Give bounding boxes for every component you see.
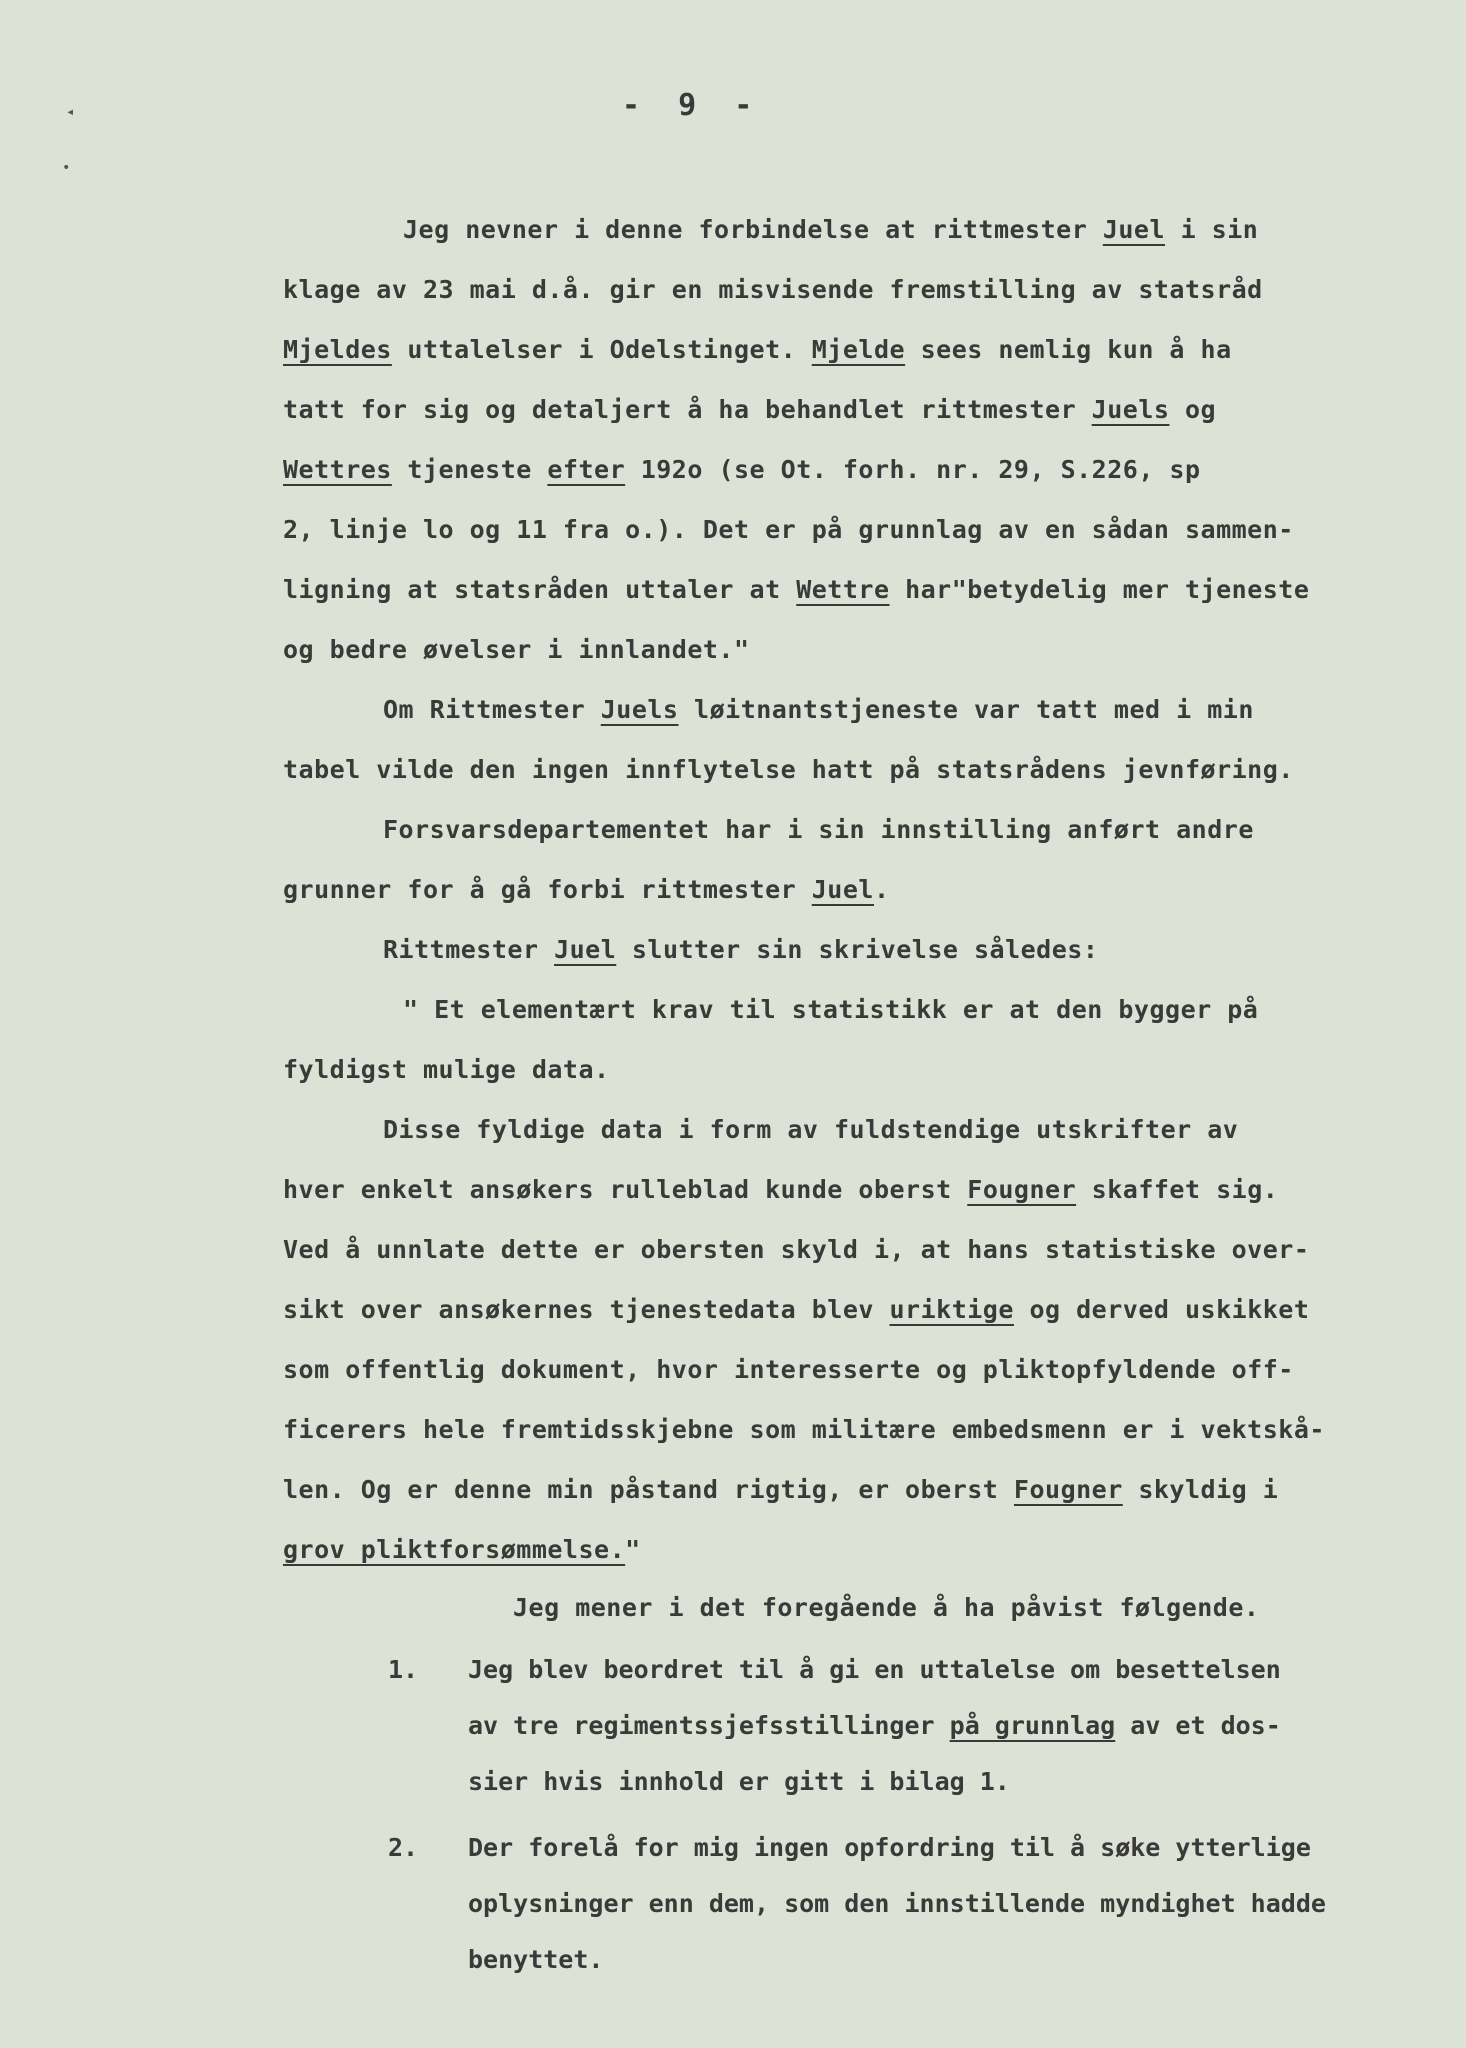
text-run: Der forelå for mig ingen opfordring til å søke ytterlige [468,1833,1311,1862]
text-run: Om Rittmester [383,695,601,724]
text-run: . [873,875,890,904]
text-line [468,1820,1403,1876]
text-run: Jeg mener i det foregående å ha påvist følgende. [513,1593,1260,1622]
text-run: sikt over ansøkernes tjenestedata blev [283,1295,890,1324]
underlined-name: Wettres [283,455,392,484]
text-line [468,1932,1403,1988]
text-run: 2, linje lo og 11 fra o.). Det er på grunnlag av en sådan sammen- [283,515,1294,544]
text-line [283,1460,1403,1520]
text-line [283,980,1403,1040]
text-line [283,1340,1403,1400]
item-body [468,1642,1403,1810]
margin-mark: • [62,160,71,176]
text-run: og derved uskikket [1013,1295,1310,1324]
text-run: tatt for sig og detaljert å ha behandlet rittmester [283,395,1092,424]
text-run: tjeneste [391,455,548,484]
text-line [468,1642,1403,1698]
text-run: skyldig i [1122,1475,1279,1504]
item-number: 1. [388,1655,419,1684]
margin-mark: ◂ [66,104,75,120]
text-line [283,800,1403,860]
underlined-name: Wettre [796,575,890,604]
text-run: Jeg blev beordret til å gi en uttalelse om besettelsen [468,1655,1281,1684]
paragraph [283,920,1403,1100]
text-run: oplysninger enn dem, som den innstillende myndighet hadde [468,1889,1326,1918]
document-body [283,200,1403,1988]
text-run: Rittmester [383,935,555,964]
text-run: tabel vilde den ingen innflytelse hatt på statsrådens jevnføring. [283,755,1294,784]
text-run: klage av 23 mai d.å. gir en misvisende fremstilling av statsråd [283,275,1263,304]
text-run: 192o (se Ot. forh. nr. 29, S.226, sp [625,455,1201,484]
numbered-item [388,1642,1403,1810]
paragraph [283,680,1403,800]
text-run: sees nemlig kun å ha [905,335,1232,364]
text-run: og bedre øvelser i innlandet." [283,635,750,664]
underlined-name: Fougner [1013,1475,1123,1504]
text-run: av et dos- [1115,1711,1281,1740]
text-run: uttalelser i Odelstinget. [391,335,812,364]
underlined-name: Juel [554,935,617,964]
text-line [283,560,1403,620]
text-run: har"betydelig mer tjeneste [889,575,1310,604]
text-line [283,1220,1403,1280]
underlined-name: på grunnlag [949,1711,1116,1740]
text-line [283,1280,1403,1340]
underlined-name: Juel [811,875,874,904]
underlined-name: Juels [1091,395,1170,424]
text-run: ligning at statsråden uttaler at [283,575,797,604]
text-run: Ved å unnlate dette er obersten skyld i, at hans statistiske over- [283,1235,1310,1264]
item-number: 2. [388,1833,419,1862]
text-line [283,260,1403,320]
text-run: Jeg nevner i denne forbindelse at rittmester [403,215,1103,244]
text-line [283,1100,1403,1160]
text-line [468,1876,1403,1932]
text-run: " [625,1535,641,1564]
underlined-name: Mjeldes [283,335,392,364]
text-line [468,1698,1403,1754]
paragraph [283,800,1403,920]
text-line [283,1520,1403,1580]
text-run: " Et elementært krav til statistikk er at den bygger på [403,995,1259,1024]
text-line [283,680,1403,740]
underlined-name: Fougner [967,1175,1077,1204]
text-run: skaffet sig. [1076,1175,1279,1204]
text-line [283,320,1403,380]
underlined-name: Juel [1102,215,1166,244]
paragraph [283,1580,1403,1636]
page-number: - 9 - [622,88,763,123]
text-run: av tre regimentssjefsstillinger [468,1711,950,1740]
text-run: hver enkelt ansøkers rulleblad kunde oberst [283,1175,968,1204]
item-body [468,1820,1403,1988]
underlined-name: grov pliktforsømmelse. [283,1535,626,1564]
text-line [283,380,1403,440]
paragraph [283,200,1403,680]
text-line [468,1754,1403,1810]
text-run: i sin [1165,215,1259,244]
text-run: benyttet. [468,1945,604,1974]
text-line [283,200,1403,260]
underlined-name: Juels [600,695,679,724]
paragraph [283,1100,1403,1580]
text-line [283,1400,1403,1460]
text-run: som offentlig dokument, hvor interesserte og pliktopfyldende off- [283,1355,1294,1384]
underlined-name: uriktige [889,1295,1014,1324]
text-run: ficerers hele fremtidsskjebne som militære embedsmenn er i vektskå- [283,1415,1325,1444]
underlined-name: Mjelde [811,335,906,364]
text-run: grunner for å gå forbi rittmester [283,875,812,904]
text-line [283,620,1403,680]
text-run: slutter sin skrivelse således: [616,935,1099,964]
text-line [283,740,1403,800]
text-line [283,500,1403,560]
text-run: fyldigst mulige data. [283,1055,610,1084]
text-run: og [1169,395,1217,424]
text-run: Forsvarsdepartementet har i sin innstilling anført andre [383,815,1254,844]
text-run: løitnantstjeneste var tatt med i min [678,695,1254,724]
text-run: Disse fyldige data i form av fuldstendige utskrifter av [383,1115,1239,1144]
text-line [283,1160,1403,1220]
text-line [283,1580,1403,1636]
underlined-name: efter [547,455,626,484]
text-line [283,920,1403,980]
numbered-item [388,1820,1403,1988]
text-line [283,440,1403,500]
text-line [283,860,1403,920]
text-run: len. Og er denne min påstand rigtig, er oberst [283,1475,1014,1504]
text-line [283,1040,1403,1100]
text-run: sier hvis innhold er gitt i bilag 1. [468,1767,1010,1796]
